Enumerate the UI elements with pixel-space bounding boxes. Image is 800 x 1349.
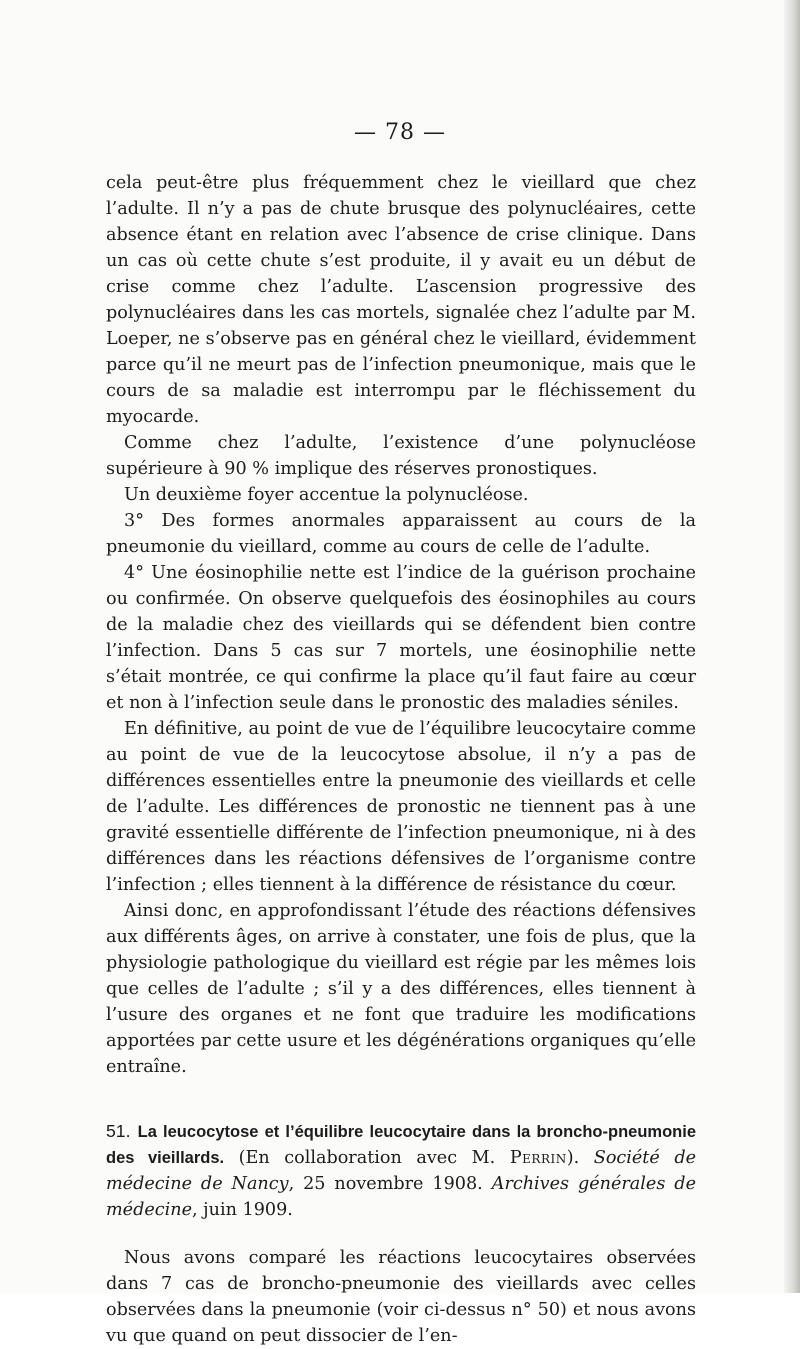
bibliography-title: La leucocytose et l’équilibre leucocytaire dans la broncho-pneumonie des vieillards. xyxy=(106,1123,697,1167)
bibliography-journal-1: Société de médecine de Nancy xyxy=(106,1148,697,1194)
bibliography-collab-name: Perrin xyxy=(509,1148,567,1168)
bibliography-journal-2: Archives générales de médecine xyxy=(106,1174,696,1220)
bibliography-collab-open: (En collaboration avec M. xyxy=(238,1148,496,1168)
page-edge-shadow xyxy=(784,0,800,1293)
paragraph-point-4: 4° Une éosinophilie nette est l’indice de la guérison prochaine ou confirmée. On observe quelquefois des éosinophiles au cours de la maladie chez des vieillards qui se défendent bien contre l’infection. Dans 5 cas sur 7 mortels, une éosinophilie nette s’était montrée, ce qui confirme la place qu’il faut faire au cœur et non à l’infection seule dans le pronostic des maladies séniles. xyxy=(106,563,696,713)
paragraph-continuation: cela peut-être plus fréquemment chez le vieillard que chez l’adulte. Il n’y a pas de chute brusque des polynucléaires, cette absence étant en relation avec l’absence de crise clinique. Dans un cas où cette chute s’est produite, il y avait eu un début de crise comme chez l’adulte. L’ascension progressive des polynucléaires dans les cas mortels, signalée chez l’adulte par M. Loeper, ne s’observe pas en général chez le vieillard, évidemment parce qu’il ne meurt pas de l’infection pneumonique, mais que le cours de sa maladie est interrompu par le fléchissement du myocarde. xyxy=(106,173,696,427)
bibliography-entry xyxy=(106,1118,696,1223)
bibliography-date-2: , juin 1909. xyxy=(192,1200,293,1220)
page-number: — 78 — xyxy=(354,120,446,145)
bibliography-date-1: , 25 novembre 1908. xyxy=(288,1174,483,1194)
paragraph-point-3: 3° Des formes anormales apparaissent au cours de la pneumonie du vieillard, comme au cours de celle de l’adulte. xyxy=(106,511,696,557)
paragraph-polynucleose: Comme chez l’adulte, l’existence d’une polynucléose supérieure à 90 % implique des réserves pronostiques. xyxy=(106,433,696,479)
body-text xyxy=(106,170,696,1349)
bibliography-number: 51. xyxy=(106,1121,131,1141)
paragraph-en-definitive: En définitive, au point de vue de l’équilibre leucocytaire comme au point de vue de la leucocytose absolue, il n’y a pas de différences essentielles entre la pneumonie des vieillards et celle de l’adulte. Les différences de pronostic ne tiennent pas à une gravité essentielle différente de l’infection pneumonique, ni à des différences dans les réactions défensives de l’organisme contre l’infection ; elles tiennent à la différence de résistance du cœur. xyxy=(106,719,696,895)
paragraph-ainsi-donc: Ainsi donc, en approfondissant l’étude des réactions défensives aux différents âges, on arrive à constater, une fois de plus, que la physiologie pathologique du vieillard est régie par les mêmes lois que celles de l’adulte ; s’il y a des différences, elles tiennent à l’usure des organes et ne font que traduire les modifications apportées par cette usure et les dégénérations organiques qu’elle entraîne. xyxy=(106,901,696,1077)
bibliography-collab-close: ). xyxy=(566,1148,580,1168)
paragraph-nous-avons: Nous avons comparé les réactions leucocytaires observées dans 7 cas de broncho-pneumonie des vieillards avec celles observées dans la pneumonie (voir ci-dessus n° 50) et nous avons vu que quand on peut dissocier de l’en- xyxy=(106,1248,696,1346)
paragraph-second-foyer: Un deuxième foyer accentue la polynucléose. xyxy=(124,485,529,505)
